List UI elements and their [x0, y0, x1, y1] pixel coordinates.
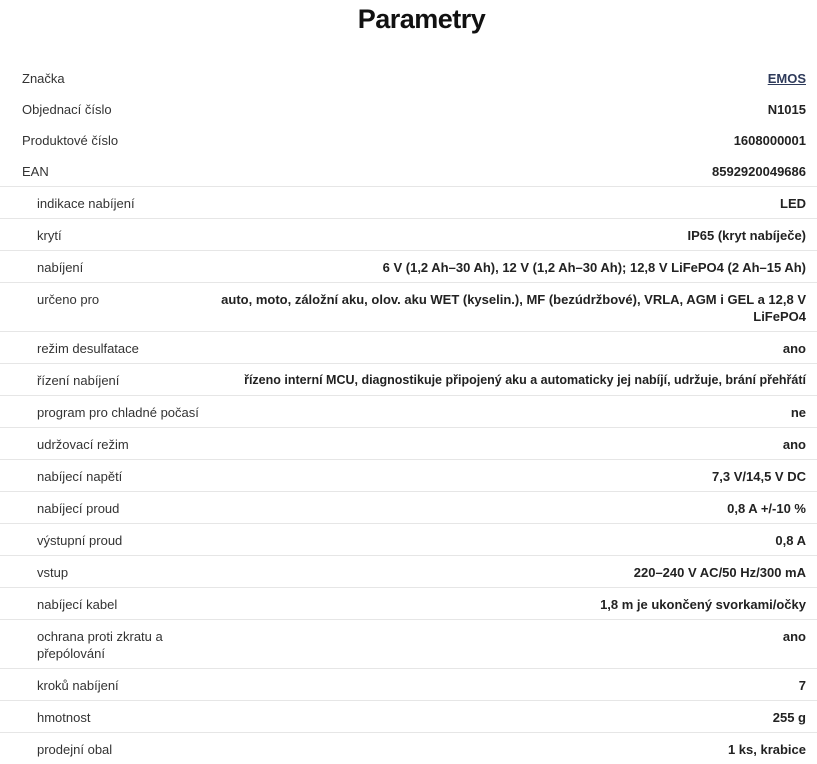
- row-value: 220–240 V AC/50 Hz/300 mA: [633, 565, 806, 580]
- row-value: N1015: [767, 102, 806, 117]
- row-label: nabíjecí proud: [37, 501, 120, 516]
- table-row: [0, 459, 817, 491]
- table-row: [0, 282, 817, 331]
- row-label: vstup: [37, 565, 69, 580]
- table-row: [0, 700, 817, 732]
- table-row: [0, 186, 817, 218]
- table-row: [0, 124, 817, 155]
- row-value: ano: [782, 341, 806, 356]
- row-value: ano: [782, 629, 806, 644]
- row-label: krytí: [37, 228, 62, 243]
- row-label: určeno pro: [37, 292, 100, 307]
- table-row: [0, 587, 817, 619]
- table-row: [0, 155, 817, 186]
- row-value: 8592920049686: [712, 164, 806, 179]
- row-value: 0,8 A: [775, 533, 806, 548]
- row-label: prodejní obal: [37, 742, 113, 757]
- table-row: [0, 491, 817, 523]
- row-label: režim desulfatace: [37, 341, 139, 356]
- table-row: [0, 619, 817, 668]
- table-row: [0, 218, 817, 250]
- row-label: Značka: [22, 71, 65, 86]
- table-row: [0, 523, 817, 555]
- brand-link[interactable]: EMOS: [767, 71, 806, 86]
- table-row: [0, 732, 817, 764]
- row-label: výstupní proud: [37, 533, 123, 548]
- row-value: 1 ks, krabice: [727, 742, 806, 757]
- row-label: kroků nabíjení: [37, 678, 119, 693]
- row-label: program pro chladné počasí: [37, 405, 199, 420]
- row-value: LED: [780, 196, 806, 211]
- row-value: 0,8 A +/-10 %: [727, 501, 806, 516]
- row-label: Objednací číslo: [22, 102, 112, 117]
- table-row: [0, 250, 817, 282]
- table-row: [0, 363, 817, 395]
- table-row: [0, 668, 817, 700]
- row-value: 7: [798, 678, 806, 693]
- parameters-table: [0, 62, 817, 764]
- table-row: [0, 395, 817, 427]
- row-label: udržovací režim: [37, 437, 129, 452]
- row-value: IP65 (kryt nabíječe): [687, 228, 806, 243]
- table-row: [0, 331, 817, 363]
- row-value: 255 g: [772, 710, 806, 725]
- row-label: hmotnost: [37, 710, 91, 725]
- row-value: 6 V (1,2 Ah–30 Ah), 12 V (1,2 Ah–30 Ah); 12,8 V LiFePO4 (2 Ah–15 Ah): [382, 260, 806, 275]
- row-value: auto, moto, záložní aku, olov. aku WET (kyselin.), MF (bezúdržbové), VRLA, AGM i GEL a 12,8 V LiFePO4: [221, 292, 806, 324]
- row-label: EAN: [22, 164, 49, 179]
- row-value: 1,8 m je ukončený svorkami/očky: [600, 597, 806, 612]
- table-row: [0, 427, 817, 459]
- row-label: Produktové číslo: [22, 133, 119, 148]
- row-value: 7,3 V/14,5 V DC: [712, 469, 806, 484]
- row-label: nabíjecí kabel: [37, 597, 118, 612]
- row-label: ochrana proti zkratu a přepólování: [37, 629, 163, 661]
- row-label: indikace nabíjení: [37, 196, 135, 211]
- row-value: [210, 70, 817, 87]
- row-label: nabíjení: [37, 260, 84, 275]
- row-value: řízeno interní MCU, diagnostikuje připojený aku a automaticky jej nabíjí, udržuje, brání přehřátí: [244, 373, 806, 387]
- row-value: 1608000001: [733, 133, 806, 148]
- row-label: řízení nabíjení: [37, 373, 120, 388]
- table-row: [0, 62, 817, 93]
- table-row: [0, 93, 817, 124]
- page-title: Parametry: [357, 4, 486, 34]
- table-row: [0, 555, 817, 587]
- row-label: nabíjecí napětí: [37, 469, 123, 484]
- row-value: ne: [790, 405, 806, 420]
- row-value: ano: [782, 437, 806, 452]
